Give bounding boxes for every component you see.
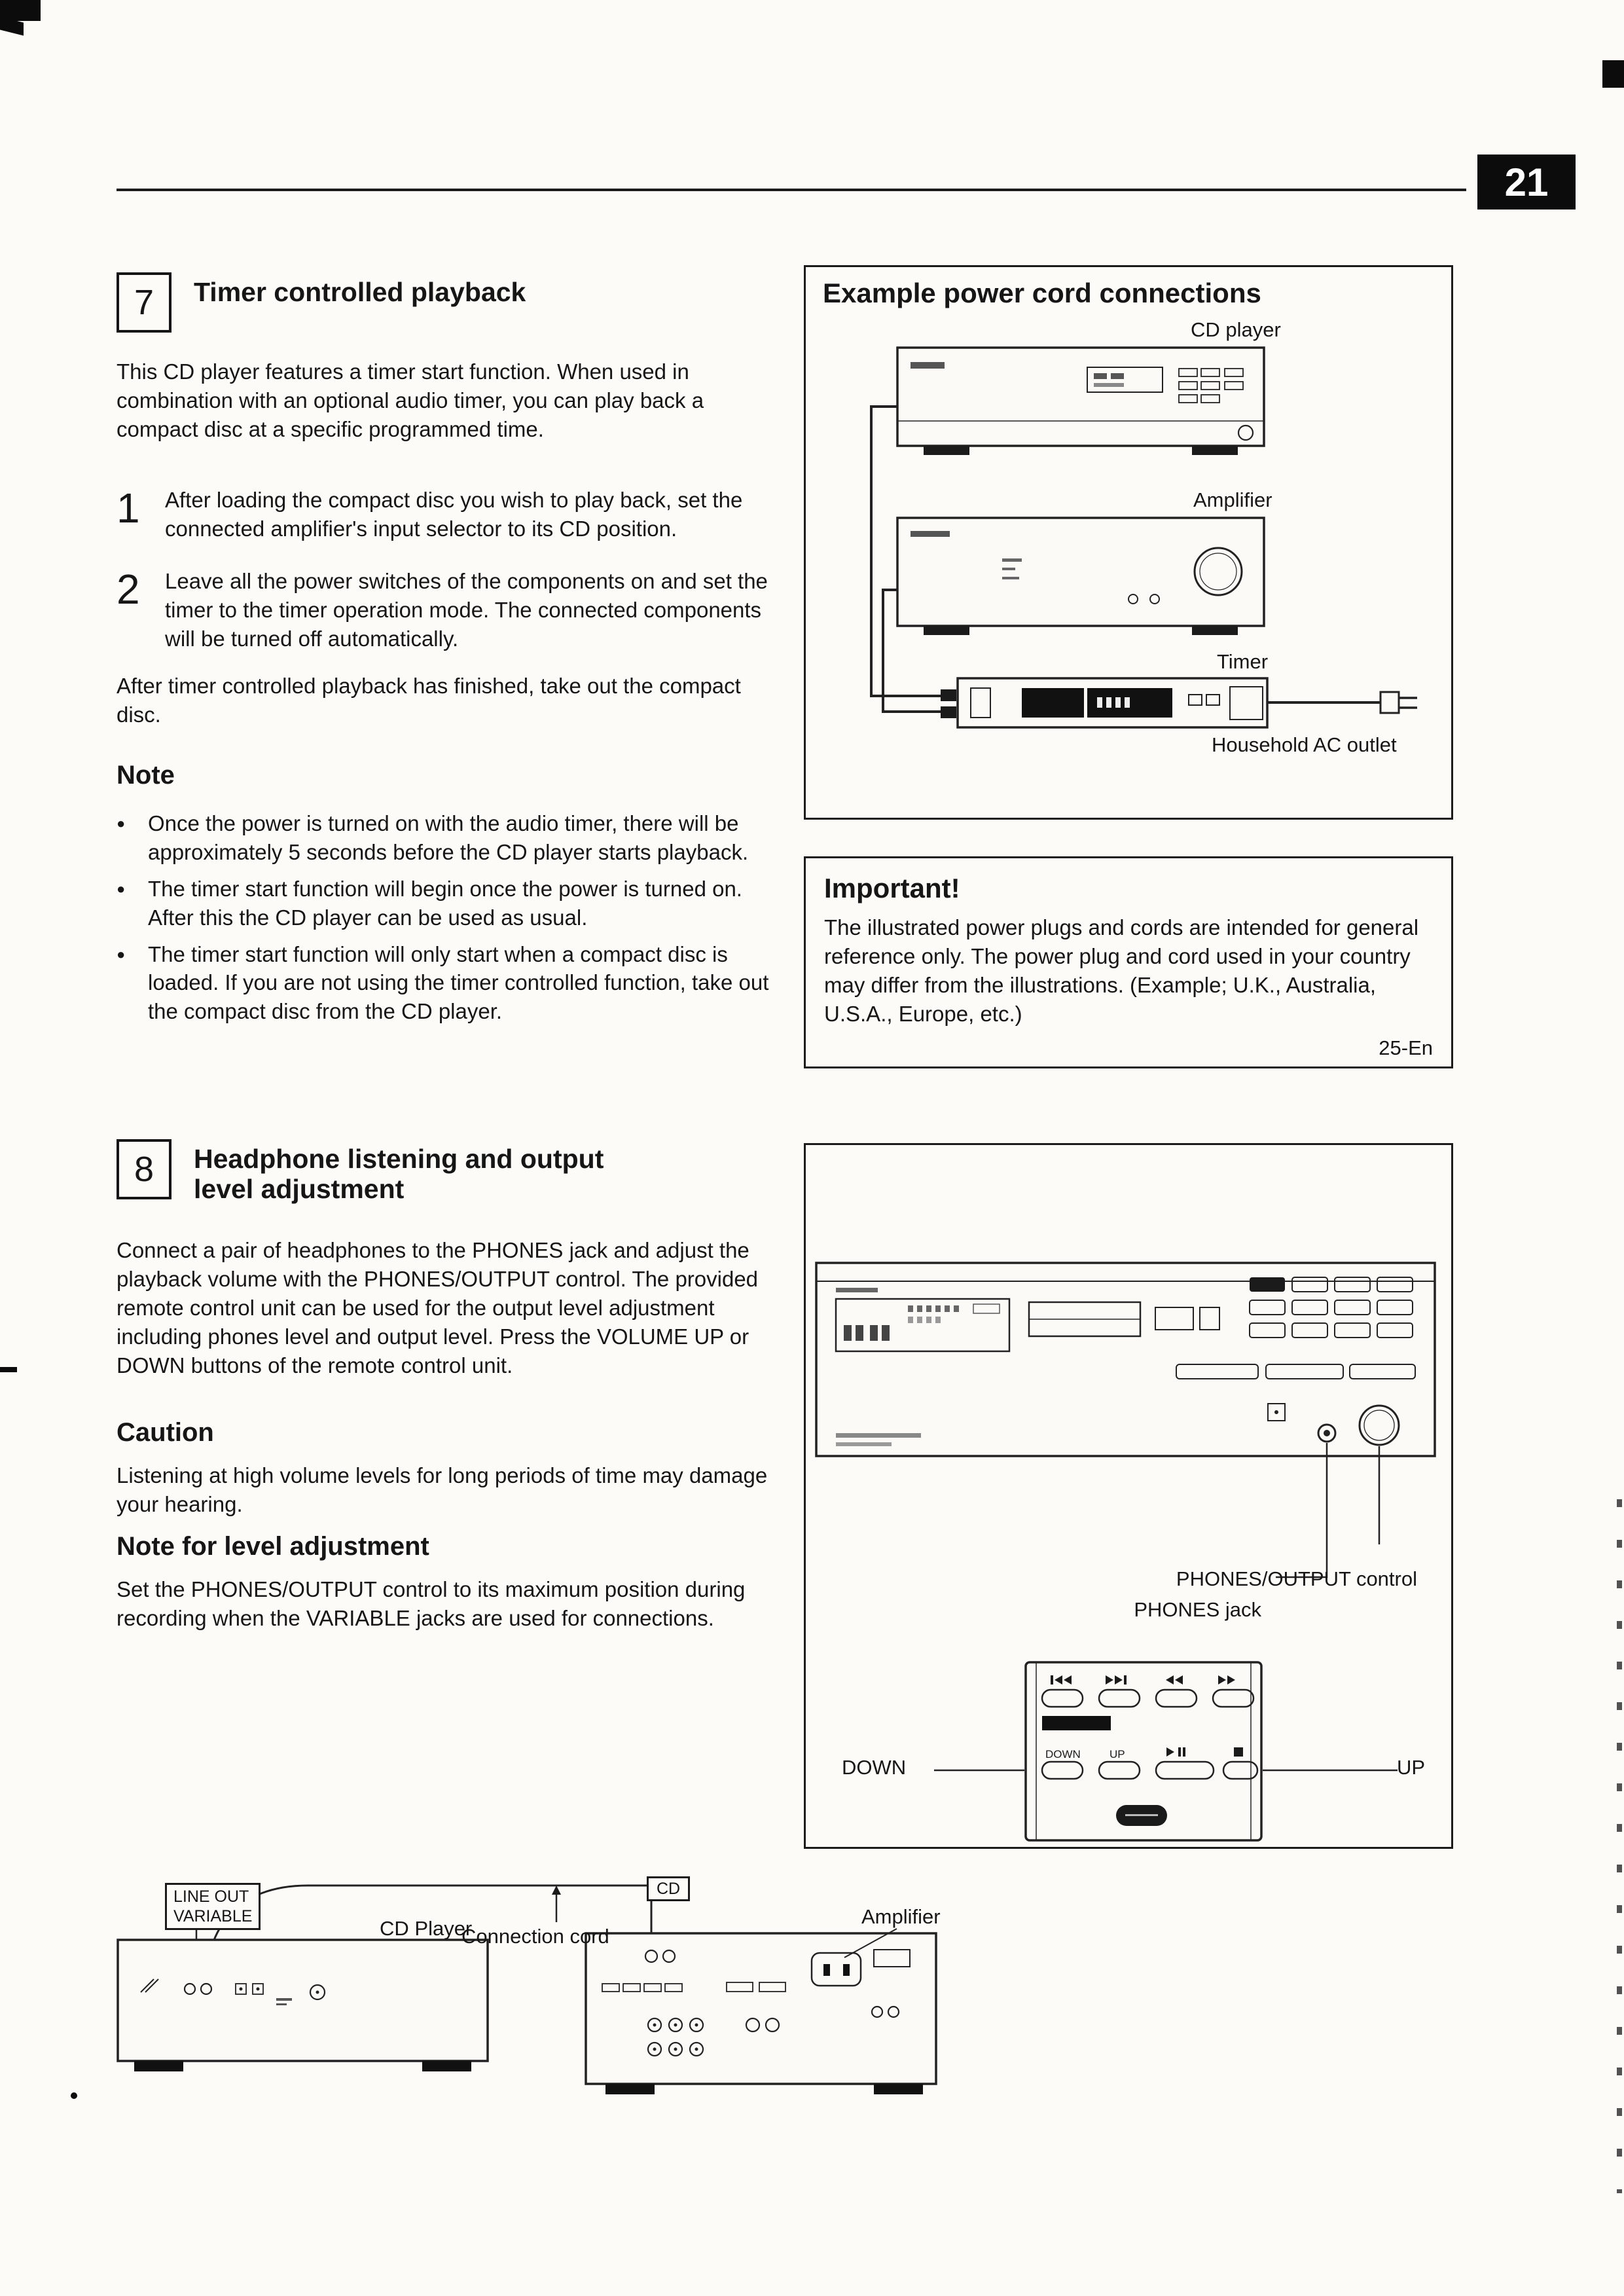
- ac-plug-icon: [1380, 692, 1417, 713]
- cd-box-label: CD: [647, 1876, 690, 1901]
- section-7-after: After timer controlled playback has finished, take out the compact disc.: [117, 674, 741, 727]
- scan-artifact-right-edge: [1617, 1499, 1622, 2193]
- important-box: [804, 856, 1453, 1068]
- power-cord-connections-illustration: [806, 308, 1455, 819]
- important-title: Important!: [824, 873, 960, 903]
- note-text: The timer start function will only start when a compact disc is loaded. If you are not using the timer controlled function, take out the compact disc from the CD player.: [148, 941, 769, 1024]
- page-number-badge: [1477, 155, 1576, 210]
- note-list: [117, 809, 778, 1026]
- section-8-number: 8: [134, 1150, 154, 1189]
- bullet-icon: ●: [117, 945, 126, 962]
- amplifier-bottom-label: Amplifier: [861, 1905, 941, 1928]
- page-number: 21: [1504, 160, 1549, 204]
- cd-player-bottom-label: CD Player: [380, 1917, 473, 1940]
- section-8-title-line1: Headphone listening and output: [194, 1144, 604, 1174]
- phones-output-control-label: PHONES/OUTPUT control: [1176, 1567, 1417, 1590]
- cd-player-illustration: [897, 348, 1264, 455]
- amplifier-label: Amplifier: [1193, 488, 1272, 511]
- scan-artifact-left-edge: [0, 1367, 17, 1372]
- timer-illustration: [958, 678, 1267, 727]
- step-1: [117, 486, 771, 543]
- arrow-up-icon: [552, 1886, 561, 1895]
- amplifier-rear-illustration: [586, 1933, 936, 2094]
- display-window: [836, 1299, 1009, 1351]
- scan-artifact-dot: [71, 2092, 77, 2099]
- note-item: [117, 940, 778, 1027]
- section-7-title: Timer controlled playback: [194, 277, 526, 307]
- section-7-header: [117, 272, 771, 333]
- plug-icon: [941, 689, 956, 701]
- section-8-header: [117, 1139, 778, 1205]
- section-8-title-line2: level adjustment: [194, 1173, 405, 1204]
- down-label: DOWN: [842, 1756, 907, 1779]
- line-out-text: LINE OUT: [173, 1887, 249, 1906]
- remote-control-illustration: [810, 1643, 1449, 1846]
- bullet-icon: ●: [117, 880, 126, 897]
- scan-artifact-top-right: [1602, 60, 1624, 88]
- note-heading: Note: [117, 761, 175, 790]
- cd-player-rear-illustration: [118, 1940, 488, 2071]
- step-2-number: 2: [117, 566, 140, 613]
- remote-down-label: DOWN: [1045, 1748, 1081, 1760]
- section-7-number: 7: [134, 283, 154, 322]
- remote-up-label: UP: [1110, 1748, 1125, 1760]
- caution-body: Listening at high volume levels for long periods of time may damage your hearing.: [117, 1463, 768, 1516]
- level-note-heading: Note for level adjustment: [117, 1532, 429, 1561]
- important-body: The illustrated power plugs and cords are intended for general reference only. The power plug and cord used in your country may differ from the illustrations. (Example; U.K., Australia, U.S.A., Europe, etc.): [824, 915, 1419, 1026]
- timer-label: Timer: [1217, 650, 1269, 673]
- cd-player-label: CD player: [1191, 318, 1281, 341]
- connection-cord-label: Connection cord: [461, 1925, 609, 1948]
- phones-jack-label: PHONES jack: [1134, 1598, 1261, 1621]
- section-8-title: [194, 1144, 604, 1205]
- variable-text: VARIABLE: [173, 1907, 253, 1925]
- section-7-intro: This CD player features a timer start function. When used in combination with an optional audio timer, you can play back a compact disc at a specific programmed time.: [117, 359, 704, 441]
- step-2-text: Leave all the power switches of the components on and set the timer to the timer operation mode. The connected components will be turned off automatically.: [165, 569, 768, 651]
- step-2: [117, 567, 771, 653]
- note-text: Once the power is turned on with the audio timer, there will be approximately 5 seconds before the CD player starts playback.: [148, 811, 749, 864]
- section-7-number-box: [117, 272, 171, 333]
- power-cord-box: [804, 265, 1453, 820]
- plug-icon: [941, 706, 956, 718]
- step-1-number: 1: [117, 484, 140, 532]
- cd-player-front-panel-illustration: [810, 1237, 1449, 1603]
- headphone-panel-box: [804, 1143, 1453, 1849]
- note-text: The timer start function will begin once the power is turned on. After this the CD player can be used as usual.: [148, 876, 742, 930]
- note-item: [117, 875, 778, 932]
- up-label: UP: [1397, 1756, 1426, 1779]
- top-rule: [117, 189, 1466, 191]
- caution-heading: Caution: [117, 1418, 214, 1447]
- level-note-body: Set the PHONES/OUTPUT control to its maximum position during recording when the VARIABLE jacks are used for connections.: [117, 1577, 746, 1630]
- household-ac-outlet-label: Household AC outlet: [1212, 733, 1397, 756]
- bullet-icon: ●: [117, 815, 126, 831]
- volume-strip: [1042, 1716, 1111, 1730]
- power-cord-box-title: Example power cord connections: [823, 278, 1261, 308]
- page-ref: 25-En: [1379, 1036, 1433, 1059]
- section-8-body: Connect a pair of headphones to the PHONES jack and adjust the playback volume with the PHONES/OUTPUT control. The provided remote control unit can be used for the output level adjustment including phones level and output level. Press the VOLUME UP or DOWN buttons of the remote control unit.: [117, 1238, 759, 1377]
- amplifier-illustration: [897, 518, 1264, 635]
- jack-callout-line: [1276, 1443, 1327, 1577]
- section-8-number-box: [117, 1139, 171, 1199]
- step-1-text: After loading the compact disc you wish to play back, set the connected amplifier's input selector to its CD position.: [165, 488, 743, 541]
- note-item: [117, 809, 778, 867]
- line-out-variable-label: [165, 1883, 261, 1930]
